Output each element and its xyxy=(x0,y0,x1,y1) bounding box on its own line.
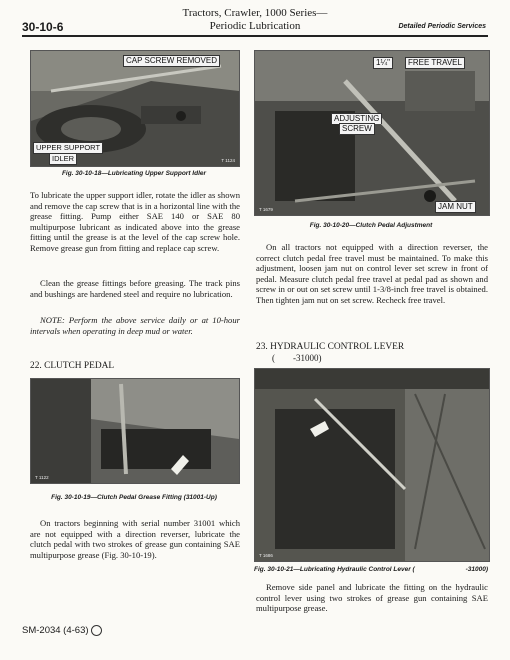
fig18-label-idler: IDLER xyxy=(49,153,77,165)
footer xyxy=(22,625,102,636)
union-label-icon xyxy=(91,625,102,636)
footer-code: SM-2034 (4-63) xyxy=(22,625,89,637)
header-rule xyxy=(22,35,488,37)
fig18-caption: Fig. 30-10-18—Lubricating Upper Support Idler xyxy=(61,170,207,177)
fig20-caption: Fig. 30-10-20—Clutch Pedal Adjustment xyxy=(309,222,433,229)
header-title: Tractors, Crawler, 1000 Series— xyxy=(182,7,328,19)
header-subtitle: Periodic Lubrication xyxy=(209,20,301,32)
fig19-plate: T 1122 xyxy=(35,475,49,480)
fig19-photo xyxy=(30,378,240,484)
fig18-photo xyxy=(30,50,240,167)
left-paragraph-3: On tractors beginning with serial number 31001 which are not equipped with a direction reverser, lubricate the clutch pedal with two strokes of grease gun containing SAE multipurpose grease (Fig. 30-10-19). xyxy=(30,518,240,560)
heading-hydraulic-range: ( -31000) xyxy=(272,353,322,363)
section-name: Detailed Periodic Services xyxy=(398,23,486,30)
fig20-label-inches: 1¼" xyxy=(373,57,393,69)
fig18-plate: T 1124 xyxy=(221,158,235,163)
fig20-label-jam-nut: JAM NUT xyxy=(435,201,476,213)
heading-clutch-pedal: 22. CLUTCH PEDAL xyxy=(30,361,115,371)
fig19-photo-image xyxy=(31,379,239,483)
fig19-caption: Fig. 30-10-19—Clutch Pedal Grease Fitting (31001-Up) xyxy=(51,494,217,501)
fig20-label-adjusting: ADJUSTING xyxy=(331,113,382,124)
fig21-caption-end: -31000) xyxy=(465,566,488,573)
page-number: 30-10-6 xyxy=(22,20,64,34)
right-paragraph-2: Remove side panel and lubricate the fitting on the hydraulic control lever using two strokes of grease gun containing SAE multipurpose grease. xyxy=(256,582,488,614)
fig18-label-cap-screw: CAP SCREW REMOVED xyxy=(123,55,220,67)
fig21-caption xyxy=(254,566,488,573)
fig21-photo-image xyxy=(255,369,489,561)
left-paragraph-1: To lubricate the upper support idler, rotate the idler as shown and remove the cap screw that is in a horizontal line with the grease fitting. Pump either SAE 140 or SAE 80 multipurpose lubricant as indicated above into the grease fitting until the grease is at the level of the cap screw hole. Remove grease gun from fitting and replace cap screw. xyxy=(30,190,240,253)
fig20-label-screw: SCREW xyxy=(339,123,375,135)
fig20-plate: T 1679 xyxy=(259,207,273,212)
fig20-photo xyxy=(254,50,490,216)
fig21-caption-text: Fig. 30-10-21—Lubricating Hydraulic Control Lever ( xyxy=(254,566,415,573)
left-paragraph-2: Clean the grease fittings before greasing. The track pins and bushings are hardened steel and require no lubrication. xyxy=(30,278,240,299)
fig18-label-upper-support: UPPER SUPPORT xyxy=(33,142,103,154)
fig21-plate: T 1686 xyxy=(259,553,273,558)
fig20-label-free-travel: FREE TRAVEL xyxy=(405,57,465,69)
right-paragraph-1: On all tractors not equipped with a direction reverser, the correct clutch pedal free travel must be maintained. To make this adjustment, loosen jam nut on control lever set screw in front of pedal. Measure clutch pedal free travel at pedal pad as shown and screw in or out on set screw until 1-3/8-inch free travel is obtained. Then tighten jam nut on set screw. Recheck free travel. xyxy=(256,242,488,305)
fig21-photo xyxy=(254,368,490,562)
heading-hydraulic-control: 23. HYDRAULIC CONTROL LEVER xyxy=(256,342,405,352)
left-note: NOTE: Perform the above service daily or at 10-hour intervals when operating in deep mud or water. xyxy=(30,315,240,336)
